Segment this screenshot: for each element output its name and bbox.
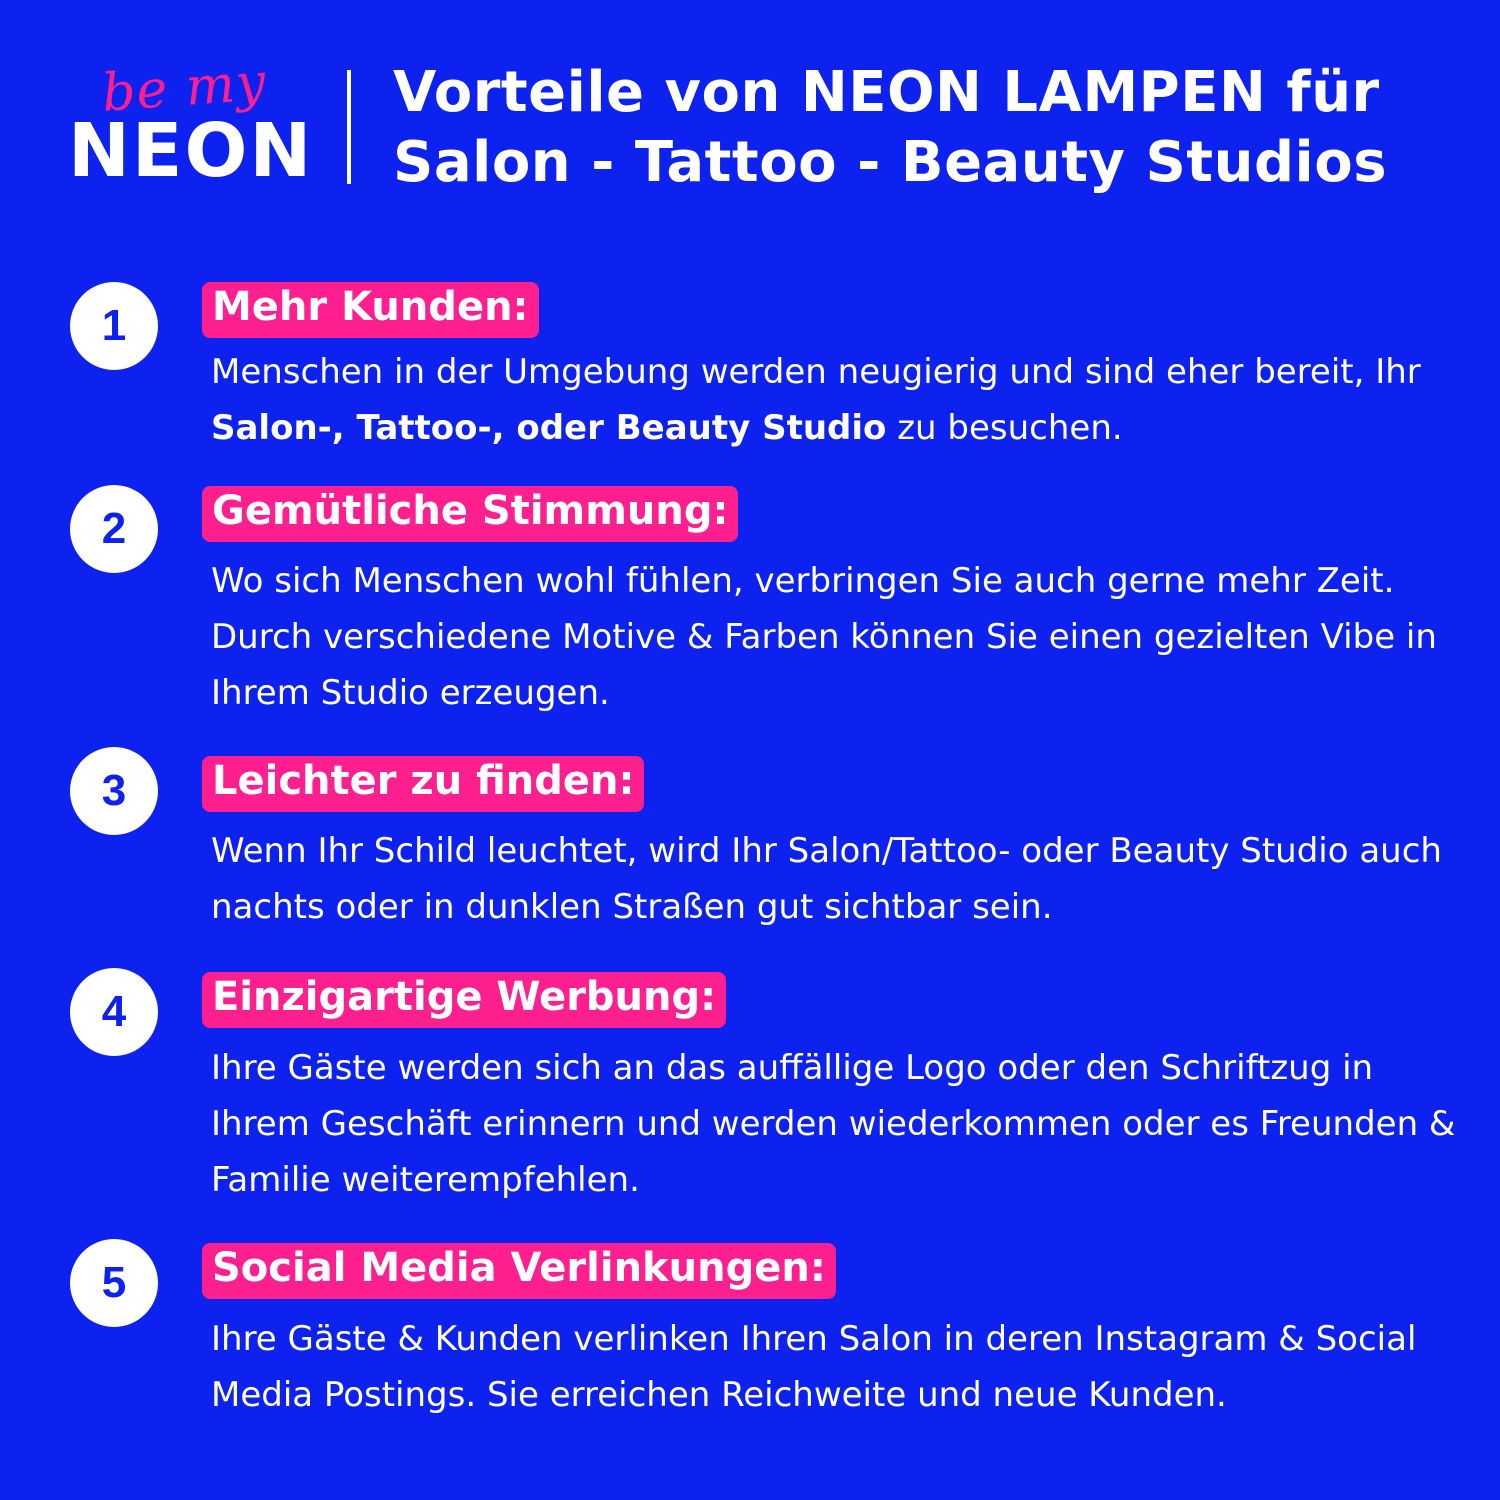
description-text: Menschen in der Umgebung werden neugierig und sind eher bereit, Ihr xyxy=(211,352,1421,392)
benefit-title: Gemütliche Stimmung: xyxy=(202,486,738,542)
title-line-2: Salon - Tattoo - Beauty Studios xyxy=(393,130,1388,195)
benefit-title: Social Media Verlinkungen: xyxy=(202,1243,836,1299)
benefit-title: Mehr Kunden: xyxy=(202,282,539,338)
benefit-description: Wenn Ihr Schild leuchtet, wird Ihr Salon/Tattoo- oder Beauty Studio auch nachts oder in dunklen Straßen gut sichtbar sein. xyxy=(211,831,1442,927)
header xyxy=(0,0,1500,240)
benefit-title: Einzigartige Werbung: xyxy=(202,972,726,1028)
logo-wordmark: NEON xyxy=(68,108,314,194)
benefit-description: Ihre Gäste & Kunden verlinken Ihren Salon in deren Instagram & Social Media Postings. Sie erreichen Reichweite und neue Kunden. xyxy=(211,1319,1417,1415)
benefit-description: Ihre Gäste werden sich an das auffällige Logo oder den Schriftzug in Ihrem Geschäft erinnern und werden wiederkommen oder es Freunden & Familie weiterempfehlen. xyxy=(211,1048,1456,1200)
number-badge: 2 xyxy=(70,485,158,573)
brand-logo xyxy=(68,52,318,194)
number-badge: 1 xyxy=(70,282,158,370)
title-line-1: Vorteile von NEON LAMPEN für xyxy=(393,60,1380,125)
description-bold: Salon-, Tattoo-, oder Beauty Studio xyxy=(211,408,887,448)
number-badge: 3 xyxy=(70,747,158,835)
benefit-description xyxy=(211,344,1461,456)
benefit-title: Leichter zu finden: xyxy=(202,756,644,812)
number-badge: 4 xyxy=(70,968,158,1056)
logo-script: be my xyxy=(100,52,269,124)
page-title xyxy=(393,58,1453,198)
benefit-description: Wo sich Menschen wohl fühlen, verbringen Sie auch gerne mehr Zeit. Durch verschiedene Motive & Farben können Sie einen gezielten Vibe in Ihrem Studio erzeugen. xyxy=(211,561,1437,713)
description-text-end: zu besuchen. xyxy=(886,408,1123,448)
header-divider xyxy=(347,70,351,184)
number-badge: 5 xyxy=(70,1239,158,1327)
